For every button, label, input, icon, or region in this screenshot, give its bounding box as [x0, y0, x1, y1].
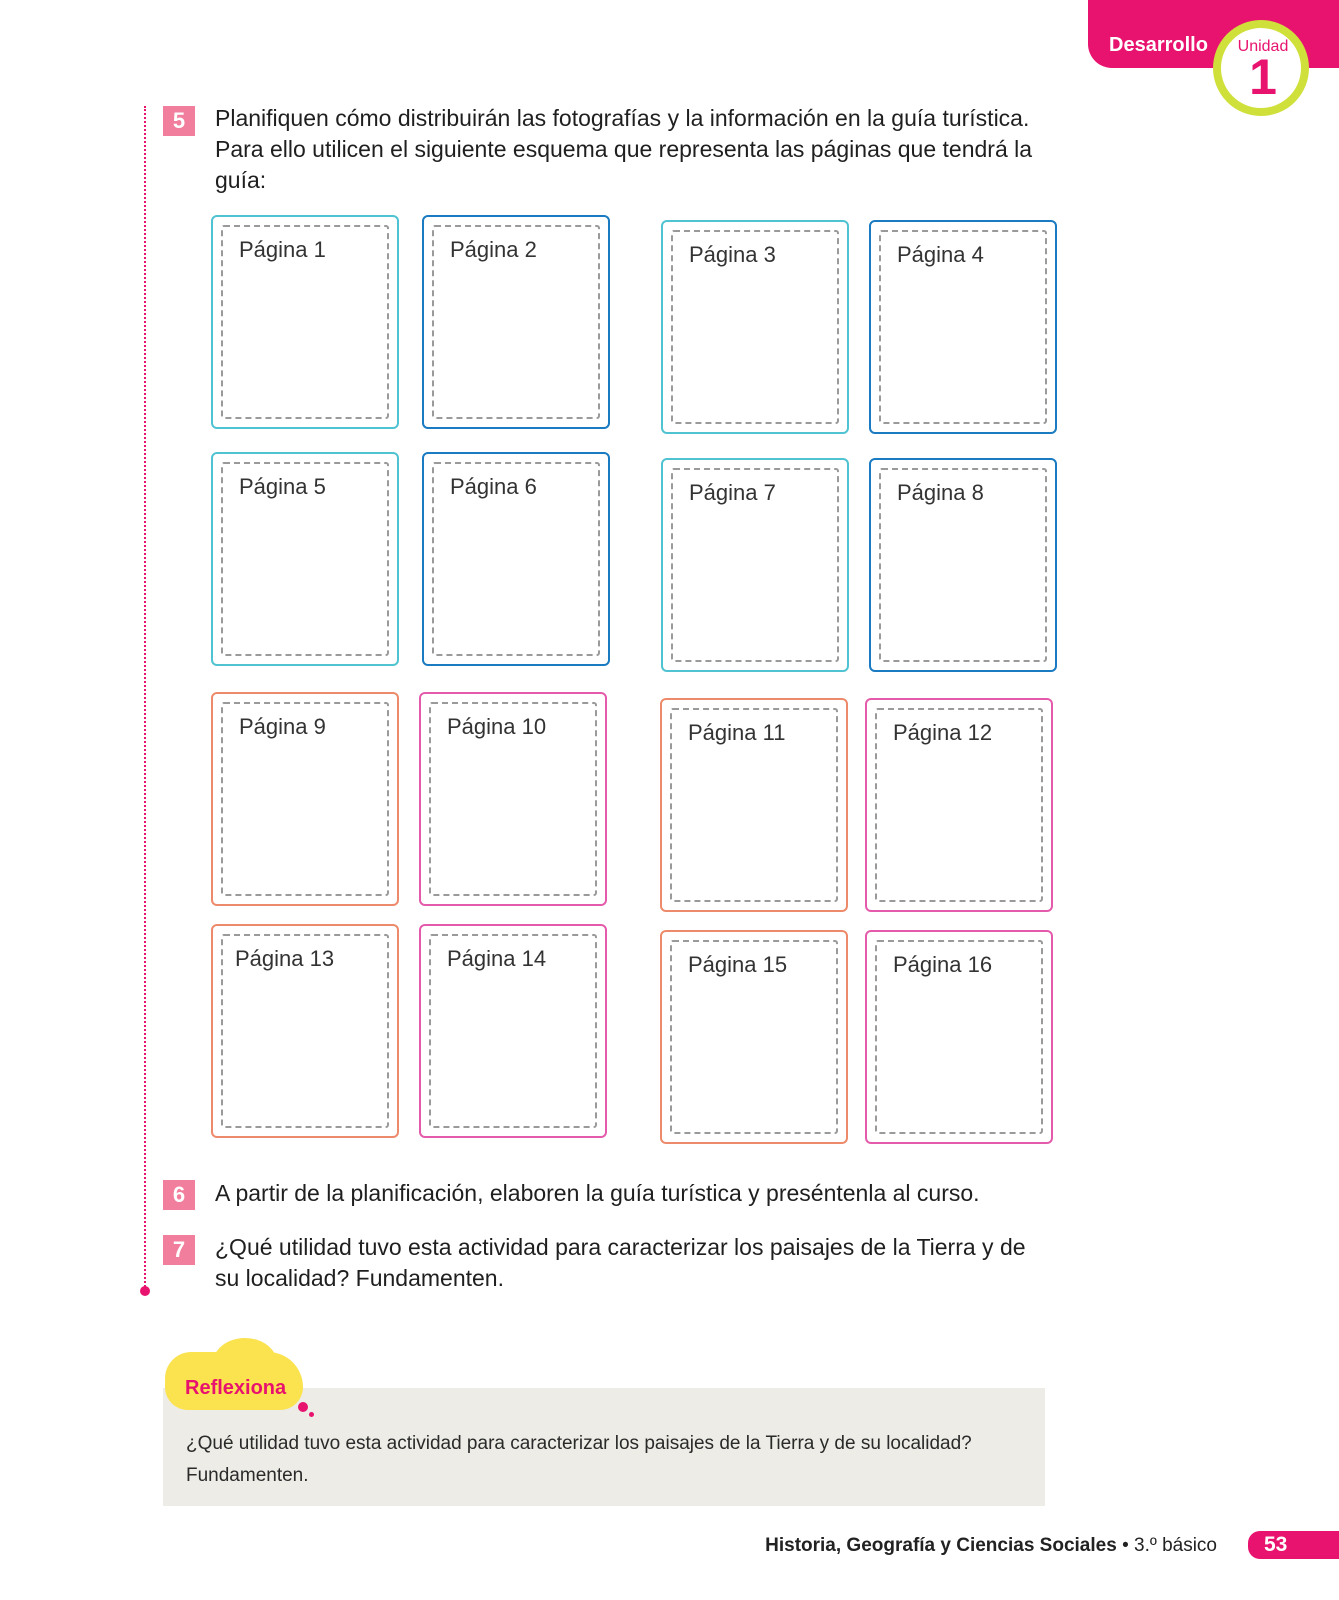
page-label: Página 10: [447, 714, 547, 739]
page-label: Página 7: [689, 480, 776, 505]
item-text-6: A partir de la planificación, elaboren la guía turística y preséntenla al curso.: [215, 1180, 980, 1206]
page-box-1: [211, 215, 399, 429]
page-number: 53: [1248, 1531, 1339, 1559]
item-number-6: 6: [163, 1180, 195, 1210]
page-box-3: [661, 220, 849, 434]
footer: [765, 1535, 1217, 1557]
page-label: Página 2: [450, 237, 537, 262]
page-box-10: [419, 692, 607, 906]
page-label: Página 1: [239, 237, 326, 262]
page-box-4: [869, 220, 1057, 434]
item-number-5: 5: [163, 106, 195, 136]
page-label: Página 16: [893, 952, 993, 977]
item-text-5: Planifiquen cómo distribuirán las fotografías y la información en la guía turística. Para ello utilicen el siguiente esquema que representa las páginas que tendrá la guía:: [215, 105, 1033, 193]
page-box-11: [660, 698, 848, 912]
reflexiona-text: ¿Qué utilidad tuvo esta actividad para caracterizar los paisajes de la Tierra y de su localidad? Fundamenten.: [186, 1433, 972, 1486]
unit-word: Unidad: [1237, 38, 1289, 55]
page-label: Página 9: [239, 714, 326, 739]
page-box-14: [419, 924, 607, 1138]
page-label: Página 3: [689, 242, 776, 267]
page-box-15: [660, 930, 848, 1144]
section-label: Desarrollo: [1109, 34, 1208, 56]
item-text-7: ¿Qué utilidad tuvo esta actividad para caracterizar los paisajes de la Tierra y de su localidad? Fundamenten.: [215, 1234, 1026, 1291]
page-box-7: [661, 458, 849, 672]
page-label: Página 11: [688, 720, 786, 745]
page-label: Página 8: [897, 480, 984, 505]
page-label: Página 4: [897, 242, 984, 267]
page-label: Página 14: [447, 946, 547, 971]
page-label: Página 6: [450, 474, 537, 499]
page-box-16: [865, 930, 1053, 1144]
page-label: Página 13: [235, 946, 335, 971]
footer-separator: •: [1122, 1535, 1129, 1556]
margin-dotted-line: [144, 106, 146, 1290]
page-label: Página 12: [893, 720, 993, 745]
page-box-13: [211, 924, 399, 1138]
page-box-5: [211, 452, 399, 666]
unit-number: 1: [1249, 49, 1277, 105]
footer-subject: Historia, Geografía y Ciencias Sociales: [765, 1535, 1117, 1556]
page-box-12: [865, 698, 1053, 912]
page-label: Página 15: [688, 952, 788, 977]
page-box-6: [422, 452, 610, 666]
footer-grade: 3.º básico: [1134, 1535, 1217, 1556]
reflexiona-title: Reflexiona: [185, 1377, 287, 1399]
item-number-7: 7: [163, 1235, 195, 1265]
page-label: Página 5: [239, 474, 326, 499]
page-box-2: [422, 215, 610, 429]
decorative-dot: [298, 1402, 308, 1412]
margin-end-dot: [140, 1286, 150, 1296]
decorative-dot: [309, 1412, 314, 1417]
page-box-8: [869, 458, 1057, 672]
page-box-9: [211, 692, 399, 906]
